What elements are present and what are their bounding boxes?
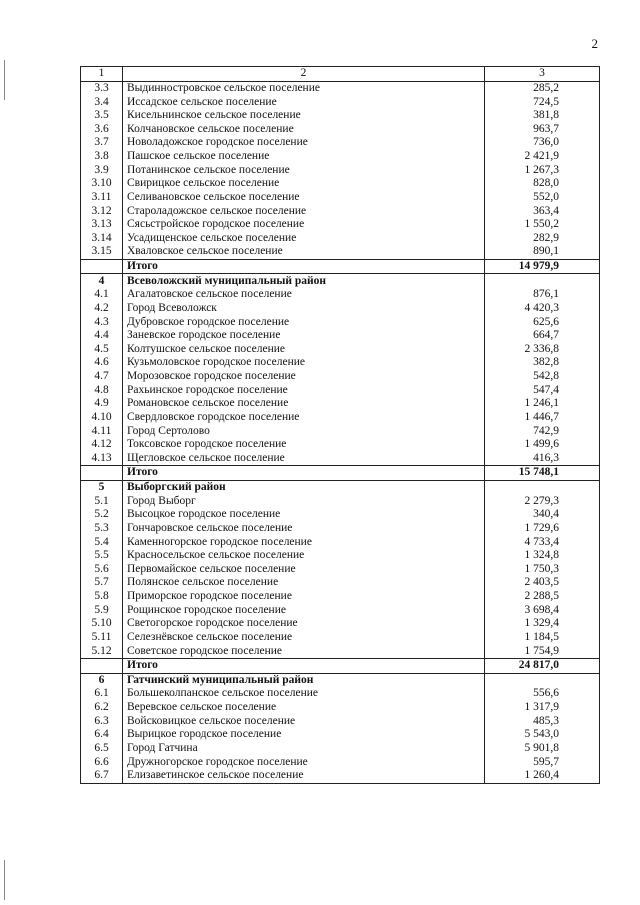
row-name-cell: Советское городское поселение: [123, 644, 485, 658]
row-name-cell: Город Выборг: [123, 494, 485, 508]
total-row: [81, 259, 600, 274]
row-name-cell: Свердловское городское поселение: [123, 411, 485, 425]
row-value-cell: [485, 480, 600, 494]
table-row: [81, 411, 600, 425]
row-value-cell: 1 750,3: [485, 563, 600, 577]
table-row: [81, 576, 600, 590]
table-row: [81, 701, 600, 715]
row-value-cell: 542,8: [485, 370, 600, 384]
row-name-cell: Вырицкое городское поселение: [123, 728, 485, 742]
row-number-cell: 5.12: [81, 644, 123, 658]
row-name-cell: Морозовское городское поселение: [123, 370, 485, 384]
row-number-cell: 3.8: [81, 150, 123, 164]
row-value-cell: 1 729,6: [485, 522, 600, 536]
table-header-row: [81, 67, 600, 82]
table-row: [81, 136, 600, 150]
row-name-cell: Селезнёвское сельское поселение: [123, 631, 485, 645]
row-name-cell: Романовское сельское поселение: [123, 397, 485, 411]
table-row: [81, 302, 600, 316]
row-value-cell: [485, 673, 600, 687]
row-number-cell: 4: [81, 274, 123, 288]
table-row: [81, 397, 600, 411]
table-row: [81, 232, 600, 246]
table-row: [81, 494, 600, 508]
row-number-cell: 4.11: [81, 424, 123, 438]
table-row: [81, 603, 600, 617]
row-name-cell: Щегловское сельское поселение: [123, 452, 485, 466]
table-row: [81, 644, 600, 658]
row-value-cell: 2 336,8: [485, 343, 600, 357]
row-value-cell: 1 324,8: [485, 549, 600, 563]
header-cell-value: 3: [485, 67, 600, 82]
row-name-cell: Гатчинский муниципальный район: [123, 673, 485, 687]
row-name-cell: Токсовское городское поселение: [123, 438, 485, 452]
row-number-cell: 4.1: [81, 288, 123, 302]
row-value-cell: 595,7: [485, 755, 600, 769]
row-number-cell: 6.5: [81, 742, 123, 756]
row-name-cell: Дружногорское городское поселение: [123, 755, 485, 769]
row-name-cell: Пашское сельское поселение: [123, 150, 485, 164]
scan-margin-mark: [4, 860, 5, 900]
row-number-cell: 4.9: [81, 397, 123, 411]
row-value-cell: 2 421,9: [485, 150, 600, 164]
row-number-cell: 3.12: [81, 204, 123, 218]
row-value-cell: 15 748,1: [485, 466, 600, 481]
row-number-cell: 3.7: [81, 136, 123, 150]
table-row: [81, 163, 600, 177]
row-number-cell: [81, 466, 123, 481]
table-row: [81, 631, 600, 645]
row-number-cell: 3.4: [81, 95, 123, 109]
row-value-cell: 1 184,5: [485, 631, 600, 645]
row-value-cell: 2 279,3: [485, 494, 600, 508]
row-name-cell: Войсковицкое сельское поселение: [123, 714, 485, 728]
table-row: [81, 508, 600, 522]
row-name-cell: Всеволожский муниципальный район: [123, 274, 485, 288]
row-name-cell: Елизаветинское сельское поселение: [123, 769, 485, 783]
total-row: [81, 466, 600, 481]
row-value-cell: 552,0: [485, 191, 600, 205]
row-value-cell: 5 901,8: [485, 742, 600, 756]
row-name-cell: Полянское сельское поселение: [123, 576, 485, 590]
row-value-cell: 3 698,4: [485, 603, 600, 617]
row-number-cell: 4.12: [81, 438, 123, 452]
row-number-cell: 6.2: [81, 701, 123, 715]
row-number-cell: 6.3: [81, 714, 123, 728]
row-name-cell: Хваловское сельское поселение: [123, 245, 485, 259]
row-number-cell: 5.7: [81, 576, 123, 590]
row-number-cell: 5.6: [81, 563, 123, 577]
row-value-cell: 5 543,0: [485, 728, 600, 742]
row-name-cell: Заневское городское поселение: [123, 329, 485, 343]
row-name-cell: Сясьстройское городское поселение: [123, 218, 485, 232]
row-value-cell: 664,7: [485, 329, 600, 343]
row-name-cell: Иссадское сельское поселение: [123, 95, 485, 109]
row-value-cell: 1 260,4: [485, 769, 600, 783]
district-row: [81, 274, 600, 288]
row-number-cell: 5.3: [81, 522, 123, 536]
row-number-cell: 4.4: [81, 329, 123, 343]
table-row: [81, 288, 600, 302]
row-value-cell: 381,8: [485, 109, 600, 123]
table-row: [81, 563, 600, 577]
row-value-cell: 1 550,2: [485, 218, 600, 232]
row-number-cell: 4.7: [81, 370, 123, 384]
row-value-cell: 556,6: [485, 687, 600, 701]
row-number-cell: 6.4: [81, 728, 123, 742]
row-number-cell: 3.14: [81, 232, 123, 246]
row-name-cell: Город Сертолово: [123, 424, 485, 438]
table-row: [81, 383, 600, 397]
district-row: [81, 480, 600, 494]
row-value-cell: 547,4: [485, 383, 600, 397]
row-number-cell: 6.1: [81, 687, 123, 701]
row-name-cell: Гончаровское сельское поселение: [123, 522, 485, 536]
row-value-cell: 363,4: [485, 204, 600, 218]
row-value-cell: 1 446,7: [485, 411, 600, 425]
row-number-cell: 3.15: [81, 245, 123, 259]
row-name-cell: Итого: [123, 466, 485, 481]
table-row: [81, 452, 600, 466]
row-name-cell: Приморское городское поселение: [123, 590, 485, 604]
row-value-cell: 963,7: [485, 123, 600, 137]
row-value-cell: 1 317,9: [485, 701, 600, 715]
row-number-cell: 4.3: [81, 315, 123, 329]
row-number-cell: 3.13: [81, 218, 123, 232]
table-row: [81, 95, 600, 109]
table-row: [81, 81, 600, 95]
row-number-cell: 5: [81, 480, 123, 494]
row-value-cell: 625,6: [485, 315, 600, 329]
row-value-cell: 1 329,4: [485, 617, 600, 631]
row-value-cell: 2 403,5: [485, 576, 600, 590]
row-name-cell: Большеколпанское сельское поселение: [123, 687, 485, 701]
row-name-cell: Веревское сельское поселение: [123, 701, 485, 715]
row-number-cell: 5.2: [81, 508, 123, 522]
row-name-cell: Каменногорское городское поселение: [123, 535, 485, 549]
row-name-cell: Колчановское сельское поселение: [123, 123, 485, 137]
header-cell-name: 2: [123, 67, 485, 82]
row-value-cell: 416,3: [485, 452, 600, 466]
table-row: [81, 218, 600, 232]
table-row: [81, 549, 600, 563]
row-value-cell: 736,0: [485, 136, 600, 150]
table-row: [81, 522, 600, 536]
row-name-cell: Селивановское сельское поселение: [123, 191, 485, 205]
row-value-cell: 285,2: [485, 81, 600, 95]
row-name-cell: Рахьинское городское поселение: [123, 383, 485, 397]
row-name-cell: Потанинское сельское поселение: [123, 163, 485, 177]
row-value-cell: 724,5: [485, 95, 600, 109]
row-value-cell: 14 979,9: [485, 259, 600, 274]
row-value-cell: 1 754,9: [485, 644, 600, 658]
row-value-cell: 24 817,0: [485, 658, 600, 673]
row-number-cell: 6.6: [81, 755, 123, 769]
row-number-cell: 4.5: [81, 343, 123, 357]
row-number-cell: [81, 259, 123, 274]
table-row: [81, 370, 600, 384]
district-row: [81, 673, 600, 687]
row-name-cell: Первомайское сельское поселение: [123, 563, 485, 577]
table-row: [81, 245, 600, 259]
row-name-cell: Высоцкое городское поселение: [123, 508, 485, 522]
row-number-cell: 4.6: [81, 356, 123, 370]
table-row: [81, 438, 600, 452]
row-number-cell: 3.10: [81, 177, 123, 191]
row-number-cell: 3.9: [81, 163, 123, 177]
row-number-cell: 5.4: [81, 535, 123, 549]
table-row: [81, 755, 600, 769]
row-number-cell: 4.10: [81, 411, 123, 425]
row-number-cell: 6.7: [81, 769, 123, 783]
row-value-cell: 742,9: [485, 424, 600, 438]
table-row: [81, 123, 600, 137]
table-row: [81, 424, 600, 438]
row-value-cell: 4 733,4: [485, 535, 600, 549]
row-number-cell: 5.11: [81, 631, 123, 645]
table-row: [81, 329, 600, 343]
budget-distribution-table: [80, 66, 600, 784]
table-row: [81, 769, 600, 783]
row-value-cell: 340,4: [485, 508, 600, 522]
row-number-cell: 3.3: [81, 81, 123, 95]
total-row: [81, 658, 600, 673]
table-row: [81, 109, 600, 123]
row-name-cell: Выдинностровское сельское поселение: [123, 81, 485, 95]
table-row: [81, 714, 600, 728]
row-value-cell: 4 420,3: [485, 302, 600, 316]
table-row: [81, 728, 600, 742]
row-number-cell: 4.8: [81, 383, 123, 397]
row-number-cell: 6: [81, 673, 123, 687]
row-number-cell: 5.1: [81, 494, 123, 508]
row-number-cell: 5.9: [81, 603, 123, 617]
table-row: [81, 343, 600, 357]
row-number-cell: 4.2: [81, 302, 123, 316]
row-value-cell: 382,8: [485, 356, 600, 370]
scan-margin-mark: [4, 60, 5, 100]
row-value-cell: 1 246,1: [485, 397, 600, 411]
row-number-cell: 5.5: [81, 549, 123, 563]
row-number-cell: 3.5: [81, 109, 123, 123]
row-name-cell: Выборгский район: [123, 480, 485, 494]
table-row: [81, 356, 600, 370]
row-name-cell: Агалатовское сельское поселение: [123, 288, 485, 302]
row-number-cell: 4.13: [81, 452, 123, 466]
row-name-cell: Город Гатчина: [123, 742, 485, 756]
row-name-cell: Итого: [123, 259, 485, 274]
row-name-cell: Колтушское сельское поселение: [123, 343, 485, 357]
row-number-cell: [81, 658, 123, 673]
table-row: [81, 191, 600, 205]
table-row: [81, 617, 600, 631]
table-row: [81, 687, 600, 701]
header-cell-number: 1: [81, 67, 123, 82]
table-row: [81, 742, 600, 756]
row-name-cell: Староладожское сельское поселение: [123, 204, 485, 218]
row-value-cell: 1 499,6: [485, 438, 600, 452]
row-name-cell: Свирицкое сельское поселение: [123, 177, 485, 191]
table-row: [81, 535, 600, 549]
row-name-cell: Дубровское городское поселение: [123, 315, 485, 329]
row-value-cell: 2 288,5: [485, 590, 600, 604]
row-value-cell: 282,9: [485, 232, 600, 246]
row-name-cell: Усадищенское сельское поселение: [123, 232, 485, 246]
row-number-cell: 5.10: [81, 617, 123, 631]
row-name-cell: Кисельнинское сельское поселение: [123, 109, 485, 123]
row-value-cell: 485,3: [485, 714, 600, 728]
row-name-cell: Светогорское городское поселение: [123, 617, 485, 631]
row-number-cell: 3.6: [81, 123, 123, 137]
row-value-cell: 1 267,3: [485, 163, 600, 177]
row-number-cell: 5.8: [81, 590, 123, 604]
row-value-cell: 876,1: [485, 288, 600, 302]
row-number-cell: 3.11: [81, 191, 123, 205]
row-value-cell: [485, 274, 600, 288]
table-row: [81, 315, 600, 329]
table-row: [81, 177, 600, 191]
row-name-cell: Новоладожское городское поселение: [123, 136, 485, 150]
table-row: [81, 204, 600, 218]
page-number: 2: [591, 36, 598, 51]
table-row: [81, 150, 600, 164]
row-name-cell: Красносельское сельское поселение: [123, 549, 485, 563]
row-name-cell: Итого: [123, 658, 485, 673]
row-value-cell: 828,0: [485, 177, 600, 191]
row-value-cell: 890,1: [485, 245, 600, 259]
row-name-cell: Город Всеволожск: [123, 302, 485, 316]
row-name-cell: Кузьмоловское городское поселение: [123, 356, 485, 370]
table-row: [81, 590, 600, 604]
row-name-cell: Рощинское городское поселение: [123, 603, 485, 617]
